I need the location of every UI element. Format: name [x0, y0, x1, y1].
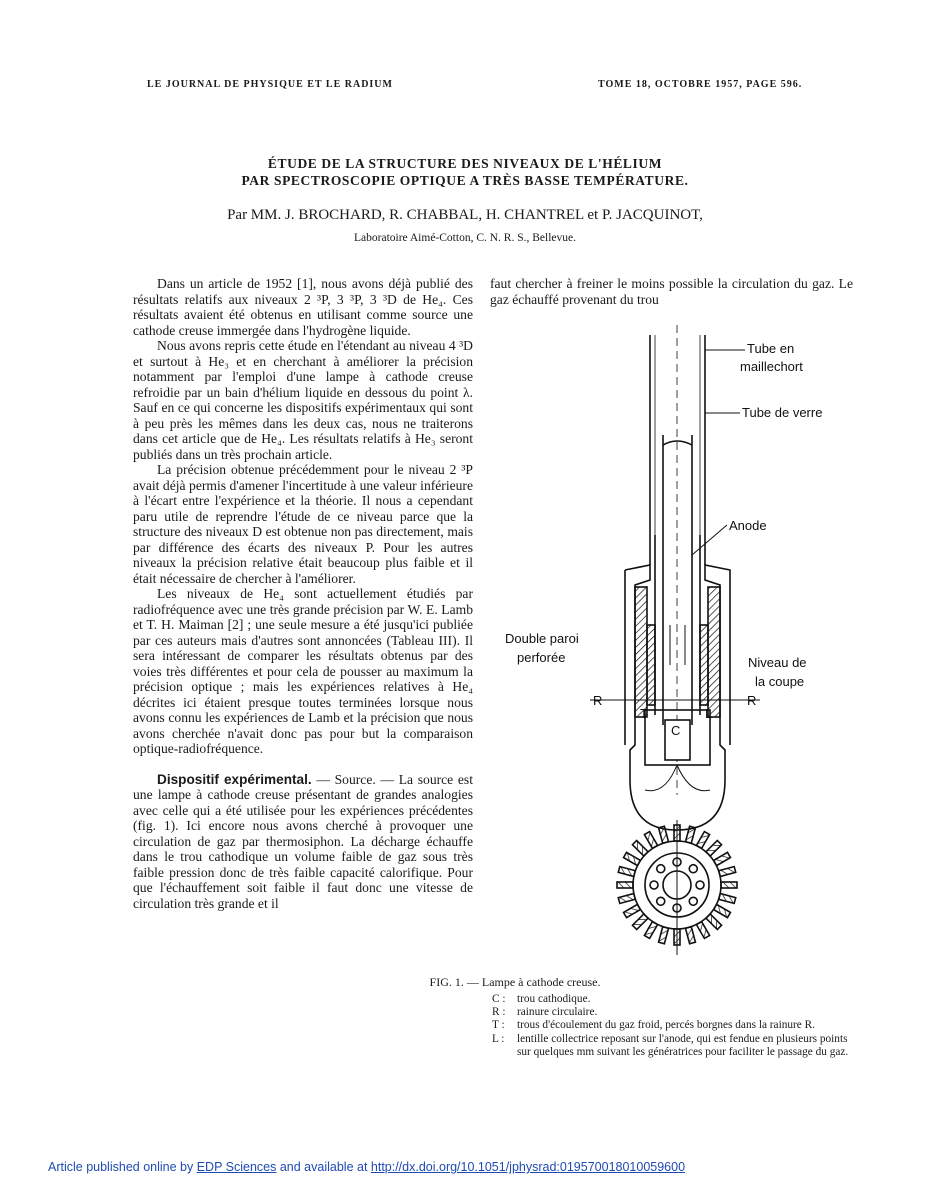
label-L: L [705, 706, 713, 721]
gear-tooth [719, 867, 736, 877]
paragraph: faut chercher à freiner le moins possible la circulation du gaz. Le gaz échauffé provenant du trou [490, 276, 853, 307]
gear-tooth [685, 927, 695, 944]
paragraph: Nous avons repris cette étude en l'étendant au niveau 4 ³D et surtout à He₃ et en cherchant à améliorer la précision notamment par l'emploi d'une lampe à cathode creuse refroidie par un bain d'hélium liquide en dessous du point λ. Sauf en ce qui concerne les dispositifs expérimentaux qui sont à peu près les mêmes dans les deux cas, nous ne traiterons dans cet article que de He₄. Les résultats relatifs à He₃ seront publiés dans un très prochain article. [133, 338, 473, 462]
issue-header: TOME 18, OCTOBRE 1957, PAGE 596. [598, 79, 803, 90]
gear-tooth [644, 922, 657, 939]
label-tube-verre: Tube de verre [742, 405, 823, 420]
paragraph [133, 772, 473, 912]
gear-tooth [659, 927, 669, 944]
authors: Par MM. J. BROCHARD, R. CHABBAL, H. CHANTREL et P. JACQUINOT, [227, 207, 703, 223]
label-C: C [671, 723, 681, 738]
label-double-paroi: Double paroi [505, 631, 579, 646]
gear-tooth [618, 867, 635, 877]
legend-row [492, 1033, 857, 1059]
label-R-left: R [593, 693, 603, 708]
gear-tooth [719, 893, 736, 903]
legend-text: trou cathodique. [517, 993, 591, 1005]
label-coupe: la coupe [755, 674, 805, 689]
affiliation: Laboratoire Aimé-Cotton, C. N. R. S., Bellevue. [354, 232, 576, 244]
gear-tooth [706, 914, 722, 930]
gear-tooth [644, 832, 657, 849]
figure-legend [492, 993, 857, 1059]
gear-tooth [624, 852, 641, 865]
label-anode: Anode [729, 518, 767, 533]
gear-hole [650, 881, 658, 889]
legend-row [492, 1006, 857, 1019]
paragraph: Dans un article de 1952 [1], nous avons déjà publié des résultats relatifs aux niveaux 2 ³P, 3 ³P, 3 ³D de He₄. Ces résultats avaient été obtenus en utilisant comme source une cathode creuse immergée dans l'hydrogène liquide. [133, 276, 473, 338]
column-left [133, 276, 473, 911]
legend-row [492, 1019, 857, 1032]
legend-text: rainure circulaire. [517, 1006, 598, 1019]
column-right [490, 276, 853, 307]
lamp-figure [505, 325, 855, 965]
label-R-right: R [747, 693, 757, 708]
label-niveau: Niveau de [748, 655, 807, 670]
figure-caption: FIG. 1. — Lampe à cathode creuse. [429, 975, 601, 989]
footer-text: Article published online by [48, 1160, 197, 1174]
paragraph: Les niveaux de He₄ sont actuellement étudiés par radiofréquence avec une très grande précision par W. E. Lamb et T. H. Maiman [2] ; une seule mesure a été jusqu'ici publiée par ces auteurs mais d'autres sont annoncées (Tableau III). Il sera intéressant de comparer les résultats obtenus par des voies très différentes et pour cela de pousser au maximum la précision optique ; mais les expériences relatives à He₄ décrites ici étaient presque toutes terminées lorsque nous avons connu les expériences de Lamb et la précision que nous avons cherchée n'avait donc pas pour but la comparaison optique-radiofréquence. [133, 586, 473, 756]
gear-tooth [696, 922, 709, 939]
footer-text: and available at [276, 1160, 371, 1174]
gear-hole [657, 865, 665, 873]
paragraph: La précision obtenue précédemment pour le niveau 2 ³P avait déjà permis d'amener l'incertitude à une valeur inférieure à l'écart entre l'expérience et la théorie. Il nous a cependant paru utile de reprendre l'étude de ce niveau parce que la structure des niveaux D est obtenue non pas directement, mais par différence des écarts des niveaux P. Pour les autres niveaux la précision relative était beaucoup plus faible et il était nécessaire de chercher à l'améliorer. [133, 462, 473, 586]
legend-key: C : [492, 993, 506, 1005]
doi-link[interactable]: http://dx.doi.org/10.1051/jphysrad:019570018010059600 [370, 1160, 686, 1174]
label-tube-maillechort: Tube en [747, 341, 795, 356]
gear-tooth [714, 904, 731, 917]
gear-hole [689, 897, 697, 905]
gear-tooth [696, 832, 709, 849]
gear-hole [696, 881, 704, 889]
paragraph-text: — Source. — La source est une lampe à cathode creuse présentant de grandes analogies avec celle qui a été utilisée pour les expériences précédentes (fig. 1). Ici encore nous avons cherché à provoquer une circulation de gaz par thermosiphon. La décharge échauffe dans le trou cathodique un volume faible de gaz sous très faible pression donc de très faible capacité calorifique. Pour que l'échauffement soit faible il faut donc une vitesse de circulation très grande et il [133, 771, 473, 911]
legend-row [492, 993, 857, 1006]
label-T: T [640, 706, 648, 721]
gear-tooth [617, 882, 633, 888]
gear-tooth [721, 882, 737, 888]
gear-tooth [714, 852, 731, 865]
legend-key: T : [492, 1019, 505, 1032]
gear-tooth [632, 840, 648, 856]
section-heading: Dispositif expérimental. [157, 771, 312, 787]
journal-header: LE JOURNAL DE PHYSIQUE ET LE RADIUM [147, 79, 393, 90]
legend-text: lentille collectrice reposant sur l'anode, qui est fendue en plusieurs points sur quelques mm suivant les génératrices pour faciliter le passage du gaz. [517, 1032, 849, 1058]
footer [48, 1160, 685, 1174]
gear-hole [657, 897, 665, 905]
title-line-1: ÉTUDE DE LA STRUCTURE DES NIVEAUX DE L'HÉLIUM [267, 156, 663, 171]
gear-tooth [618, 893, 635, 903]
legend-key: R : [492, 1006, 506, 1019]
legend-text: trous d'écoulement du gaz froid, percés borgnes dans la rainure R. [517, 1019, 815, 1032]
legend-key: L : [492, 1032, 505, 1045]
gear-hole [689, 865, 697, 873]
label-maillechort: maillechort [740, 359, 803, 374]
gear-tooth [624, 904, 641, 917]
gear-tooth [632, 914, 648, 930]
gear-tooth [706, 840, 722, 856]
title-line-2: PAR SPECTROSCOPIE OPTIQUE A TRÈS BASSE TEMPÉRATURE. [241, 173, 689, 188]
label-perforee: perforée [517, 650, 566, 665]
publisher-link[interactable]: EDP Sciences [196, 1160, 277, 1174]
